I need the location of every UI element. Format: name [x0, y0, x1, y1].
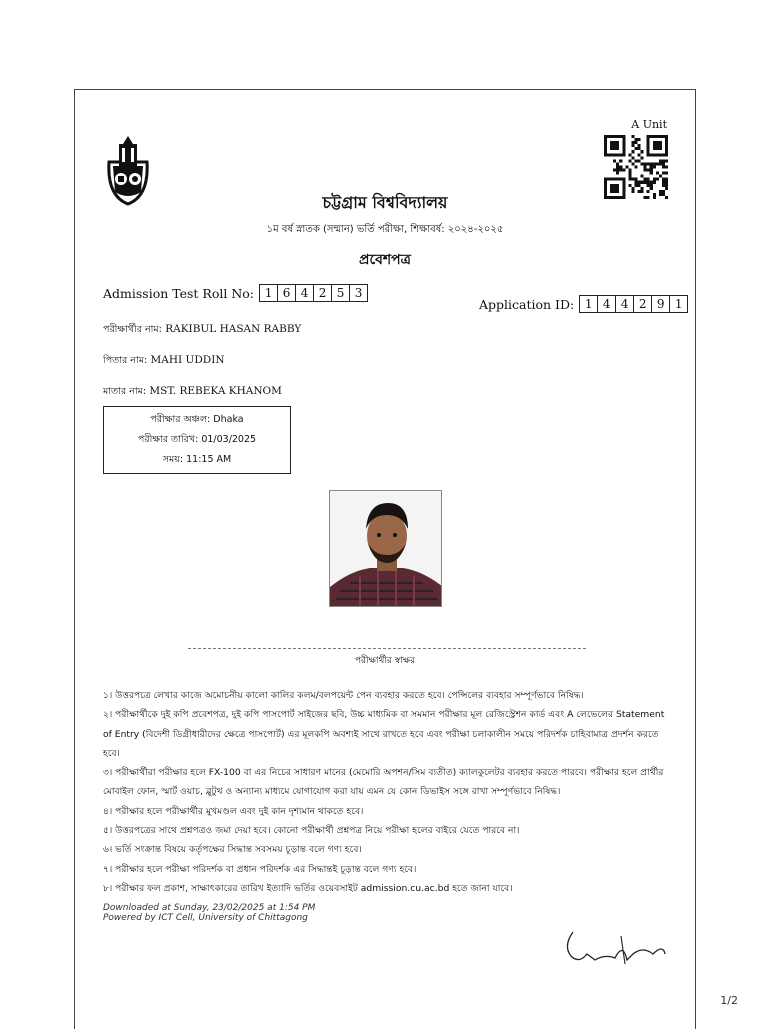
- roll-digit-boxes: [259, 284, 368, 302]
- roll-number-row: [103, 284, 368, 302]
- exam-zone-label: পরীক্ষার অঞ্চল:: [150, 414, 211, 425]
- exam-zone: [104, 413, 290, 428]
- document-title: প্রবেশপত্র: [359, 252, 411, 268]
- admit-card-page: [74, 89, 696, 1029]
- roll-label: Admission Test Roll No:: [103, 285, 255, 301]
- application-digit-boxes: [579, 295, 688, 313]
- instruction-item: ৬। ভর্তি সংক্রান্ত বিষয়ে কর্তৃপক্ষের সিদ্ধান্ত সবসময় চূড়ান্ত বলে গণ্য হবে।: [103, 844, 362, 856]
- candidate-photo: [329, 490, 442, 607]
- exam-date-label: পরীক্ষার তারিখ:: [137, 434, 199, 445]
- roll-digit: 1: [260, 285, 278, 301]
- exam-date-value: 01/03/2025: [201, 434, 257, 445]
- signature-label: পরীক্ষার্থীর স্বাক্ষর: [354, 656, 416, 666]
- roll-digit: 3: [354, 286, 363, 300]
- page-number: 1/2: [720, 994, 738, 1007]
- exam-time: [104, 453, 290, 468]
- application-digit: 1: [580, 296, 598, 312]
- exam-zone-value: Dhaka: [213, 414, 244, 425]
- instruction-item: ৮। পরীক্ষার ফল প্রকাশ, সাক্ষাৎকারের তারিখ ইত্যাদি ভর্তির ওয়েবসাইট admission.cu.ac.bd হতে জানা যাবে।: [103, 882, 513, 894]
- father-name-label: পিতার নাম:: [103, 355, 148, 366]
- father-name-value: MAHI UDDIN: [150, 354, 225, 366]
- roll-digit: 2: [314, 285, 332, 301]
- application-digit: 2: [634, 296, 652, 312]
- exam-info-box: [103, 406, 291, 474]
- download-note: Downloaded at Sunday, 23/02/2025 at 1:54 PM: [103, 903, 316, 913]
- exam-time-value: 11:15 AM: [186, 454, 232, 465]
- father-name: [103, 354, 225, 369]
- mother-name: [103, 385, 282, 400]
- roll-digit: 6: [278, 285, 296, 301]
- candidate-name-value: RAKIBUL HASAN RABBY: [165, 323, 302, 335]
- signature-line: [188, 648, 586, 649]
- mother-name-value: MST. REBEKA KHANOM: [149, 385, 282, 397]
- application-id-row: [479, 295, 688, 313]
- instruction-item: ৩। পরীক্ষার্থীরা পরীক্ষার হলে FX-100 বা এর নিচের সাধারণ মানের (মেমোরি অপশন/সিম ব্যতীত) ক্যালকুলেটর ব্যবহার করতে পারবে। পরীক্ষার হলে প্রার্থীর মোবাইল ফোন, স্মার্ট ওয়াচ, ব্লুটুথ ও অন্যান্য মাধ্যমে যোগাযোগ করা যায় এমন যে কোন ডিভাইস সঙ্গে রাখা সম্পূর্ণভাবে নিষিদ্ধ।: [103, 767, 664, 798]
- application-digit: 9: [652, 296, 670, 312]
- application-digit: 4: [616, 296, 634, 312]
- instruction-item: ৪। পরীক্ষার হলে পরীক্ষার্থীর মুখমণ্ডল এবং দুই কান দৃশ্যমান থাকতে হবে।: [103, 805, 364, 817]
- application-label: Application ID:: [479, 296, 575, 312]
- application-digit: 4: [598, 296, 616, 312]
- instructions-list: [103, 686, 673, 898]
- instruction-item: ৫। উত্তরপত্রের সাথে প্রশ্নপত্রও জমা দেয়া হবে। কোনো পরীক্ষার্থী প্রশ্নপত্র নিয়ে পরীক্ষা হলের বাইরে যেতে পারবে না।: [103, 825, 520, 837]
- application-digit: 1: [674, 297, 683, 311]
- unit-label: A Unit: [631, 118, 667, 131]
- candidate-name-label: পরীক্ষার্থীর নাম:: [103, 324, 162, 335]
- footer-notes: [103, 903, 315, 923]
- exam-subtitle: ১ম বর্ষ স্নাতক (সম্মান) ভর্তি পরীক্ষা, শিক্ষাবর্ষ: ২০২৪-২০২৫: [266, 224, 504, 235]
- university-name: চট্টগ্রাম বিশ্ববিদ্যালয়: [322, 193, 448, 212]
- exam-date: [104, 433, 290, 448]
- authority-signature: [561, 924, 671, 974]
- powered-by: Powered by ICT Cell, University of Chittagong: [103, 913, 308, 923]
- exam-time-label: সময়:: [162, 454, 184, 465]
- instruction-item: ৭। পরীক্ষার হলে পরীক্ষা পরিদর্শক বা প্রধান পরিদর্শক এর সিদ্ধান্তই চূড়ান্ত বলে গণ্য হবে।: [103, 863, 417, 875]
- candidate-name: [103, 323, 301, 338]
- instruction-item: ২। পরীক্ষার্থীকে দুই কপি প্রবেশপত্র, দুই কপি পাসপোর্ট সাইজের ছবি, উচ্চ মাধ্যমিক বা সমমান পরীক্ষার মূল রেজিস্ট্রেশন কার্ড এবং A লেভেলের Statement of Entry (বিদেশী ডিগ্রীধারীদের ক্ষেত্রে পাসপোর্ট) এর মূলকপি অবশ্যই সাথে রাখতে হবে এবং পরীক্ষা চলাকালীন সময়ে পরিদর্শক চাহিবামাত্র প্রদর্শন করতে হবে।: [103, 709, 665, 759]
- roll-digit: 4: [296, 285, 314, 301]
- mother-name-label: মাতার নাম:: [103, 386, 147, 397]
- roll-digit: 5: [332, 285, 350, 301]
- instruction-item: ১। উত্তরপত্রে লেখার কাজে অমোচনীয় কালো কালির কলম/বলপয়েন্ট পেন ব্যবহার করতে হবে। পেন্সিলের ব্যবহার সম্পূর্ণভাবে নিষিদ্ধ।: [103, 690, 584, 701]
